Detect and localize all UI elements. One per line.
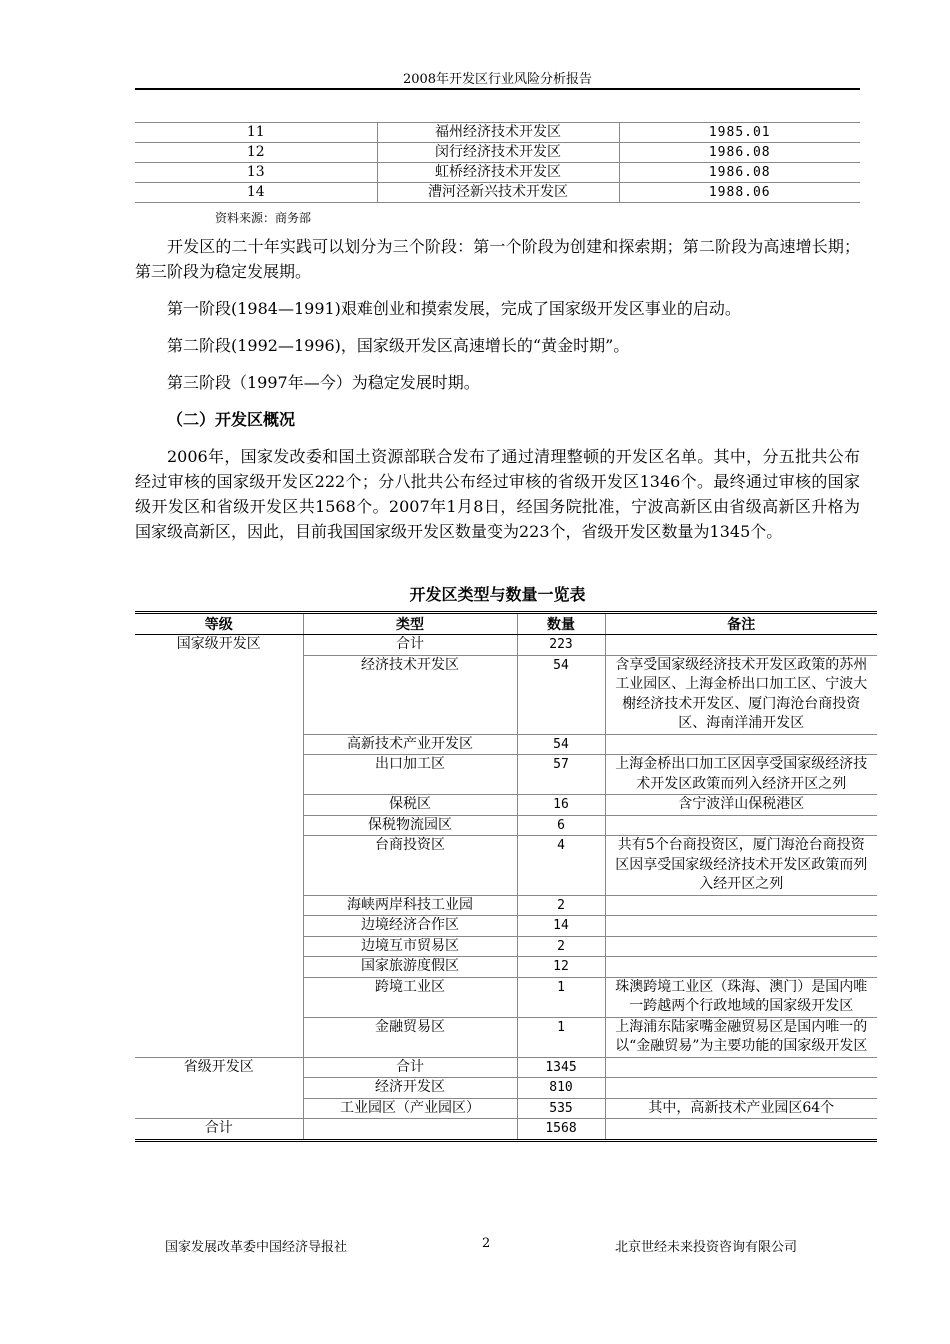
type-cell: 国家旅游度假区 (303, 957, 517, 978)
count-cell: 12 (517, 957, 605, 978)
level-provincial: 省级开发区 (135, 1057, 303, 1119)
header-divider (135, 88, 860, 90)
footer-publisher: 国家发展改革委中国经济导报社 (165, 1240, 348, 1255)
table-title: 开发区类型与数量一览表 (409, 585, 586, 604)
header-type: 类型 (303, 613, 517, 635)
table-row (135, 183, 860, 203)
row-number: 12 (135, 143, 377, 163)
table-row (135, 635, 877, 656)
type-cell: 边境互市贸易区 (303, 936, 517, 957)
row-number: 14 (135, 183, 377, 203)
count-cell: 223 (517, 635, 605, 656)
row-number: 13 (135, 163, 377, 183)
type-cell: 保税区 (303, 795, 517, 816)
note-cell: 珠澳跨境工业区（珠海、澳门）是国内唯一跨越两个行政地域的国家级开发区 (605, 977, 877, 1017)
zone-name: 虹桥经济技术开发区 (377, 163, 619, 183)
count-cell: 4 (517, 836, 605, 896)
total-value: 1568 (517, 1119, 605, 1141)
count-cell: 6 (517, 815, 605, 836)
note-cell (605, 635, 877, 656)
total-type-empty (303, 1119, 517, 1141)
total-label: 合计 (135, 1119, 303, 1141)
count-cell: 1 (517, 977, 605, 1017)
type-cell: 台商投资区 (303, 836, 517, 896)
paragraph-stage-one: 第一阶段(1984—1991)艰难创业和摸索发展，完成了国家级开发区事业的启动。 (167, 299, 741, 318)
note-cell (605, 957, 877, 978)
zone-name: 闵行经济技术开发区 (377, 143, 619, 163)
type-cell: 高新技术产业开发区 (303, 734, 517, 755)
zone-list-table (135, 122, 860, 203)
count-cell: 2 (517, 936, 605, 957)
page-header-title: 2008年开发区行业风险分析报告 (402, 72, 593, 87)
level-national: 国家级开发区 (135, 635, 303, 1058)
zone-name: 福州经济技术开发区 (377, 123, 619, 143)
table-row (135, 123, 860, 143)
body-text (135, 234, 860, 556)
type-cell: 金融贸易区 (303, 1017, 517, 1057)
type-cell: 海峡两岸科技工业园 (303, 895, 517, 916)
note-cell: 含享受国家级经济技术开发区政策的苏州工业园区、上海金桥出口加工区、宁波大榭经济技术开发区、厦门海沧台商投资区、海南洋浦开发区 (605, 655, 877, 734)
note-cell: 上海浦东陆家嘴金融贸易区是国内唯一的以“金融贸易”为主要功能的国家级开发区 (605, 1017, 877, 1057)
note-cell (605, 1078, 877, 1099)
note-cell (605, 734, 877, 755)
page-number: 2 (482, 1236, 491, 1251)
table-row (135, 1057, 877, 1078)
note-cell (605, 815, 877, 836)
established-date: 1986.08 (619, 163, 860, 183)
established-date: 1986.08 (619, 143, 860, 163)
count-cell: 16 (517, 795, 605, 816)
type-cell: 工业园区（产业园区） (303, 1098, 517, 1119)
established-date: 1985.01 (619, 123, 860, 143)
zone-name: 漕河泾新兴技术开发区 (377, 183, 619, 203)
type-cell: 经济开发区 (303, 1078, 517, 1099)
note-cell (605, 916, 877, 937)
paragraph-stages: 开发区的二十年实践可以划分为三个阶段：第一个阶段为创建和探索期；第二阶段为高速增长期；第三阶段为稳定发展期。 (135, 237, 860, 281)
header-level: 等级 (135, 613, 303, 635)
note-cell: 其中，高新技术产业园区64个 (605, 1098, 877, 1119)
count-cell: 810 (517, 1078, 605, 1099)
note-cell: 共有5个台商投资区，厦门海沧台商投资区因享受国家级经济技术开发区政策而列入经开区之列 (605, 836, 877, 896)
source-note: 资料来源：商务部 (215, 211, 312, 225)
footer-company: 北京世经未来投资咨询有限公司 (615, 1240, 798, 1255)
table-header-row (135, 613, 877, 635)
row-number: 11 (135, 123, 377, 143)
table-row (135, 143, 860, 163)
type-cell: 保税物流园区 (303, 815, 517, 836)
paragraph-stage-three: 第三阶段（1997年—今）为稳定发展时期。 (167, 373, 480, 392)
total-note-empty (605, 1119, 877, 1141)
zone-type-table (135, 611, 877, 1142)
note-cell: 上海金桥出口加工区因享受国家级经济技术开发区政策而列入经济开区之列 (605, 755, 877, 795)
type-cell: 合计 (303, 1057, 517, 1078)
type-cell: 边境经济合作区 (303, 916, 517, 937)
note-cell (605, 1057, 877, 1078)
established-date: 1988.06 (619, 183, 860, 203)
note-cell: 含宁波洋山保税港区 (605, 795, 877, 816)
paragraph-stage-two: 第二阶段(1992—1996)，国家级开发区高速增长的“黄金时期”。 (167, 336, 630, 355)
count-cell: 1345 (517, 1057, 605, 1078)
count-cell: 57 (517, 755, 605, 795)
count-cell: 2 (517, 895, 605, 916)
type-cell: 经济技术开发区 (303, 655, 517, 734)
type-cell: 出口加工区 (303, 755, 517, 795)
section-heading: （二）开发区概况 (167, 410, 296, 429)
header-notes: 备注 (605, 613, 877, 635)
note-cell (605, 895, 877, 916)
table-row (135, 163, 860, 183)
count-cell: 1 (517, 1017, 605, 1057)
count-cell: 14 (517, 916, 605, 937)
count-cell: 535 (517, 1098, 605, 1119)
count-cell: 54 (517, 655, 605, 734)
type-cell: 合计 (303, 635, 517, 656)
note-cell (605, 936, 877, 957)
table-total-row (135, 1119, 877, 1141)
count-cell: 54 (517, 734, 605, 755)
type-cell: 跨境工业区 (303, 977, 517, 1017)
paragraph-overview: 2006年，国家发改委和国土资源部联合发布了通过清理整顿的开发区名单。其中，分五批共公布经过审核的国家级开发区222个；分八批共公布经过审核的省级开发区1346个。最终通过审核的国家级开发区和省级开发区共1568个。2007年1月8日，经国务院批准，宁波高新区由省级高新区升格为国家级高新区，因此，目前我国国家级开发区数量变为223个，省级开发区数量为1345个。 (135, 447, 860, 541)
header-count: 数量 (517, 613, 605, 635)
